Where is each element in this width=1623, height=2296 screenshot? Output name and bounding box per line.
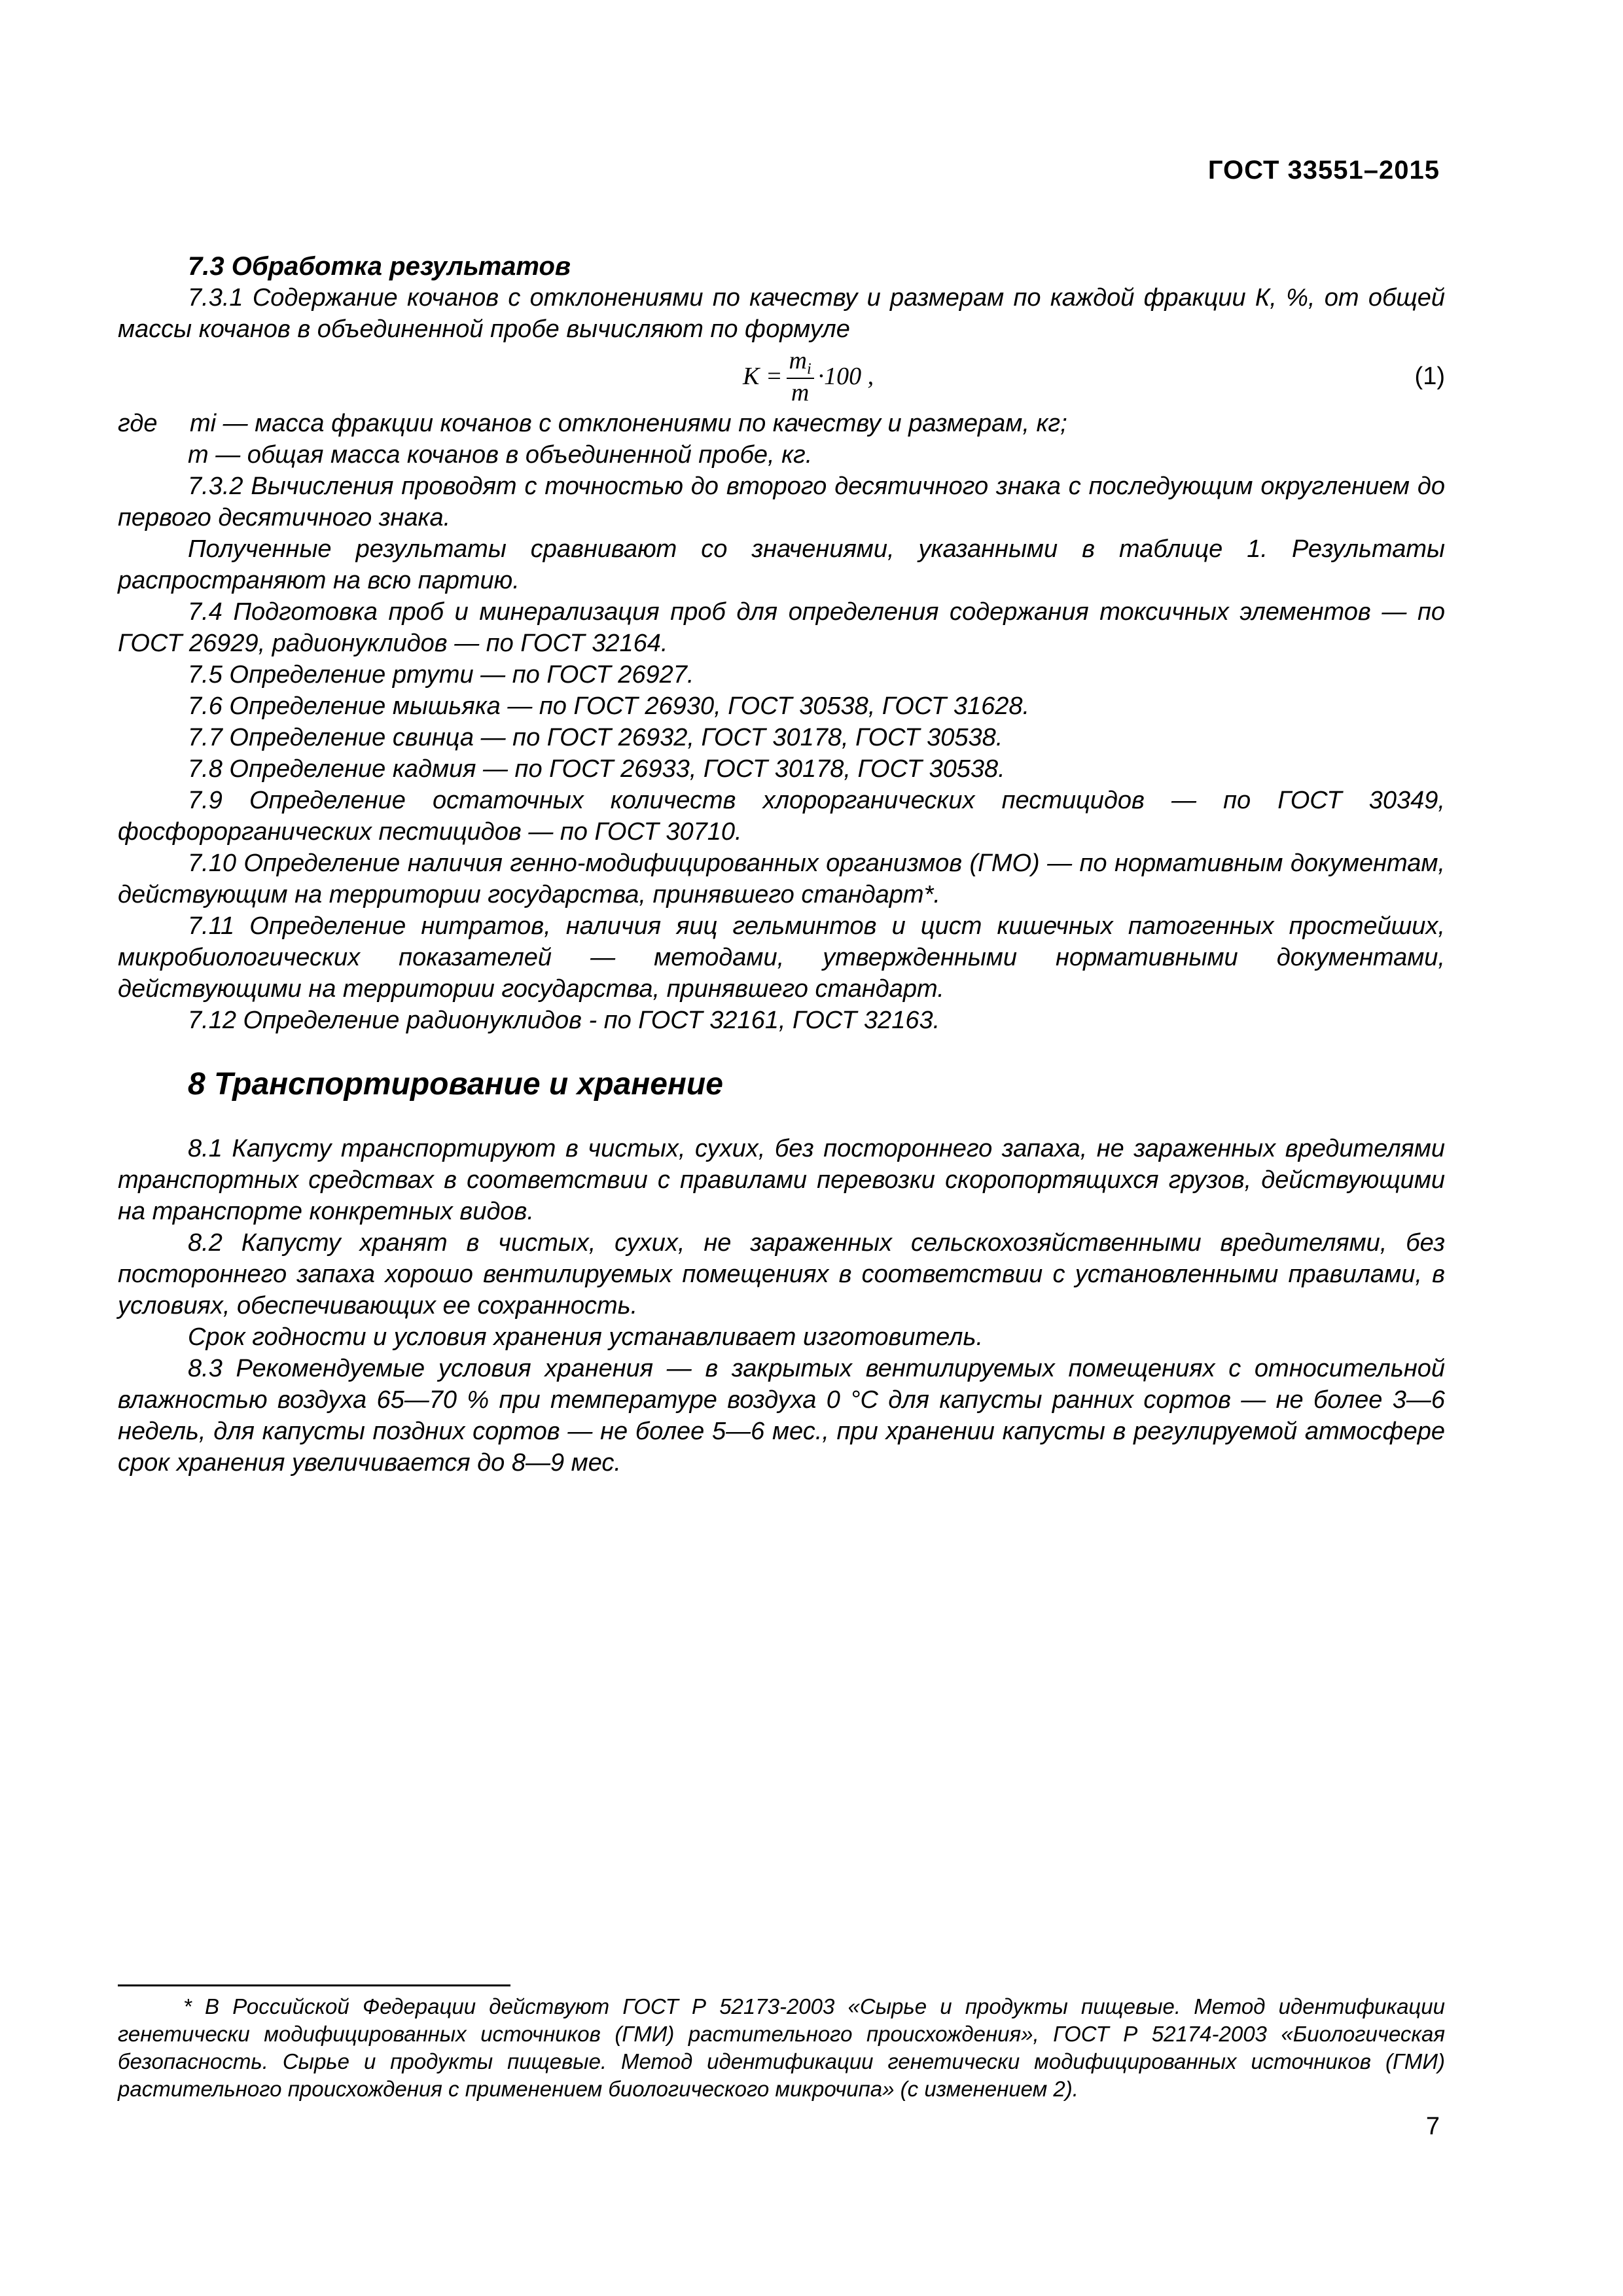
footnote-divider [118,1984,510,1986]
formula-number: (1) [1414,363,1445,390]
formula-lhs: K = [743,363,783,390]
where-label: где [118,410,158,437]
paragraph-7-5: 7.5 Определение ртути — по ГОСТ 26927. [188,661,694,689]
page-number: 7 [1425,2113,1440,2140]
where-line-mi [118,408,1445,439]
paragraph-7-11: 7.11 Определение нитратов, наличия яиц гельминтов и цист кишечных патогенных простейших, микробиологических показателей — методами, утвержденными нормативными документами, действующими на территории государства, принявшего стандарт. [118,912,1445,1003]
where-mi: mi — масса фракции кочанов с отклонениями по качеству и размерам, кг; [190,410,1067,437]
section-8-heading: 8 Транспортирование и хранение [188,1067,723,1102]
formula-row [118,345,1445,408]
formula-fraction [787,347,814,406]
paragraph-7-8: 7.8 Определение кадмия — по ГОСТ 26933, ГОСТ 30178, ГОСТ 30538. [188,755,1005,783]
formula-denominator: m [791,378,810,406]
standard-designation: ГОСТ 33551–2015 [1207,156,1440,185]
paragraph-8-1: 8.1 Капусту транспортируют в чистых, сухих, без постороннего запаха, не зараженных вредителями транспортных средствах в соответствии с правилами перевозки скоропортящихся грузов, действующими на транспорте конкретных видов. [118,1135,1445,1225]
formula-numerator [787,347,814,379]
numerator-subscript: i [806,360,812,378]
paragraph-7-6: 7.6 Определение мышьяка — по ГОСТ 26930, ГОСТ 30538, ГОСТ 31628. [188,692,1030,720]
body-text [118,251,1445,1479]
paragraph-8-3: 8.3 Рекомендуемые условия хранения — в закрытых вентилируемых помещениях с относительной влажностью воздуха 65—70 % при температуре воздуха 0 °С для капусты ранних сортов — не более 3—6 недель, для капусты поздних сортов — не более 5—6 мес., при хранении капусты в регулируемой атмосфере срок хранения увеличивается до 8—9 мес. [118,1355,1445,1477]
numerator-m: m [789,346,807,374]
paragraph-7-9: 7.9 Определение остаточных количеств хлорорганических пестицидов — по ГОСТ 30349, фосфорорганических пестицидов — по ГОСТ 30710. [118,787,1445,846]
paragraph-7-7: 7.7 Определение свинца — по ГОСТ 26932, ГОСТ 30178, ГОСТ 30538. [188,724,1003,751]
section-7-3-heading: 7.3 Обработка результатов [188,252,571,281]
paragraph-7-12: 7.12 Определение радионуклидов - по ГОСТ 32161, ГОСТ 32163. [188,1007,940,1034]
paragraph-7-10: 7.10 Определение наличия генно-модифицированных организмов (ГМО) — по нормативным документам, действующим на территории государства, принявшего стандарт*. [118,850,1445,908]
where-m: m — общая масса кочанов в объединенной пробе, кг. [188,441,813,469]
paragraph-8-2: 8.2 Капусту хранят в чистых, сухих, не зараженных сельскохозяйственными вредителями, без постороннего запаха хорошо вентилируемых помещениях в соответствии с установленными правилами, в условиях, обеспечивающих ее сохранность. [118,1229,1445,1319]
paragraph-7-3-results: Полученные результаты сравнивают со значениями, указанными в таблице 1. Результаты распространяют на всю партию. [118,535,1445,594]
paragraph-7-4: 7.4 Подготовка проб и минерализация проб для определения содержания токсичных элементов — по ГОСТ 26929, радионуклидов — по ГОСТ 32164. [118,598,1445,657]
footnote: * В Российской Федерации действуют ГОСТ Р 52173-2003 «Сырье и продукты пищевые. Метод идентификации генетически модифицированных источников (ГМИ) растительного происхождения», ГОСТ Р 52174-2003 «Биологическая безопасность. Сырье и продукты пищевые. Метод идентификации генетически модифицированных источников (ГМИ) растительного происхождения с применением биологического микрочипа» (с изменением 2). [118,1994,1445,2101]
paragraph-7-3-1: 7.3.1 Содержание кочанов с отклонениями по качеству и размерам по каждой фракции К, %, от общей массы кочанов в объединенной пробе вычисляют по формуле [118,284,1445,343]
paragraph-7-3-2: 7.3.2 Вычисления проводят с точностью до второго десятичного знака с последующим округлением до первого десятичного знака. [118,473,1445,531]
formula-k [743,345,874,408]
paragraph-8-2-shelf-life: Срок годности и условия хранения устанавливает изготовитель. [188,1323,984,1351]
formula-tail: ·100 , [817,363,874,390]
